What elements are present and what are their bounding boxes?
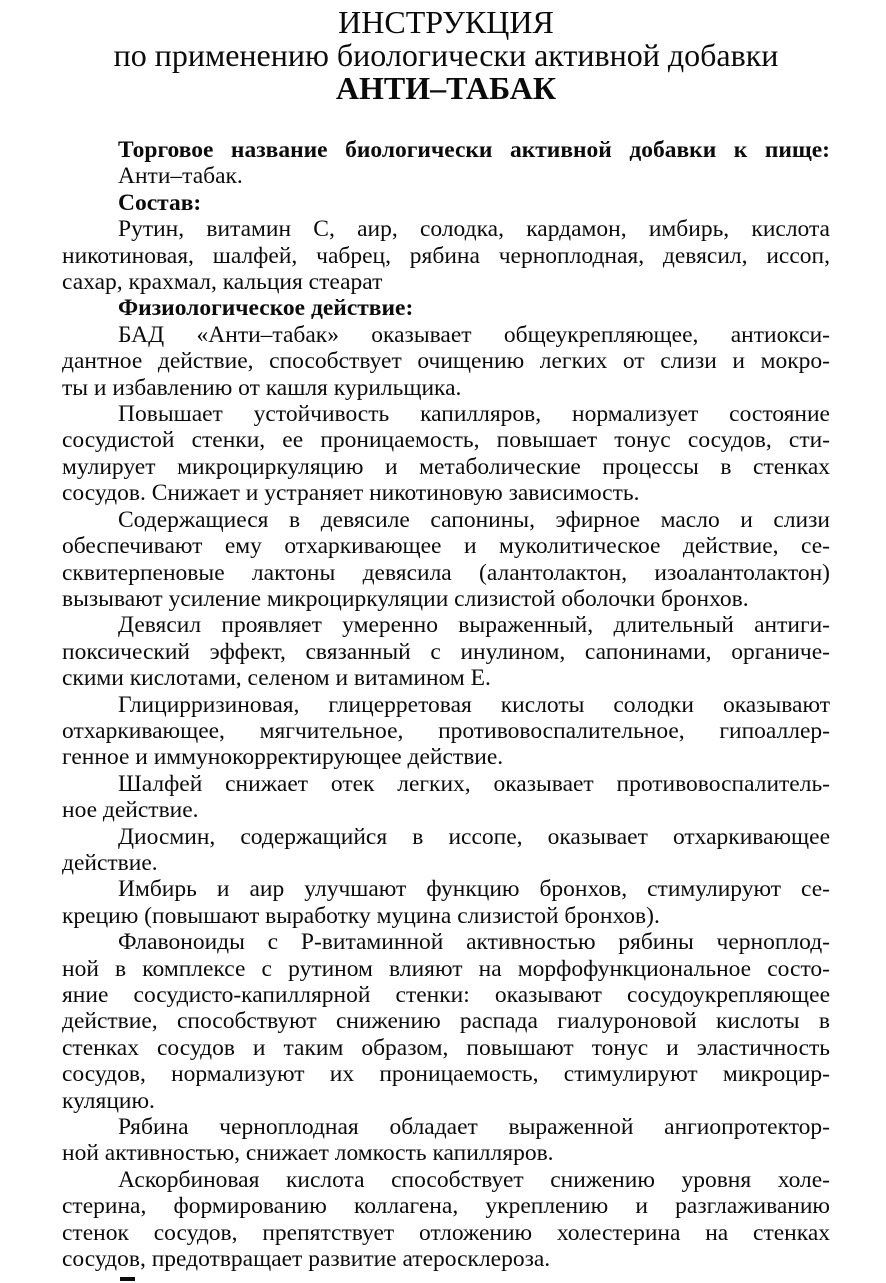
text-line: стенок сосудов, препятствует отложению холестерина на стенках (62, 1219, 830, 1246)
text-line: обеспечивают ему отхаркивающее и муколитическое действие, се- (62, 533, 830, 560)
clipped-next-line-fragment (120, 1277, 135, 1281)
text-line: вызывают усиление микроциркуляции слизистой оболочки бронхов. (62, 585, 749, 612)
text-line: ное действие. (62, 797, 199, 824)
text-line: Девясил проявляет умеренно выраженный, длительный антиги- (118, 612, 830, 639)
text-line: Анти–табак. (118, 163, 243, 190)
text-line: поксический эффект, связанный с инулином, сапонинами, органиче- (62, 638, 830, 665)
text-line: сосудов. Снижает и устраняет никотиновую зависимость. (62, 480, 640, 507)
document-header (62, 0, 830, 105)
text-line: Повышает устойчивость капилляров, нормализует состояние (118, 401, 830, 428)
text-line: Шалфей снижает отек легких, оказывает противовоспалитель- (118, 770, 830, 797)
text-line: скими кислотами, селеном и витамином Е. (62, 665, 491, 692)
paragraph (62, 216, 830, 295)
product-name: АНТИ–ТАБАК (335, 70, 557, 106)
document-title: ИНСТРУКЦИЯ (338, 4, 554, 40)
text-line: Торговое название биологически активной добавки к пище: (118, 137, 830, 163)
text-line: ной в комплексе с рутином влияют на морфофункциональное состо- (62, 955, 830, 982)
paragraph (62, 507, 830, 613)
text-line: яние сосудисто-капиллярной стенки: оказывают сосудоукрепляющее (62, 982, 830, 1008)
text-line: Рутин, витамин С, аир, солодка, кардамон, имбирь, кислота (118, 216, 830, 243)
text-line: действие, способствуют снижению распада гиалуроновой кислоты в (62, 1008, 830, 1035)
text-line: Физиологическое действие: (118, 295, 414, 322)
paragraph (62, 322, 830, 401)
text-line: дантное действие, способствует очищению легких от слизи и мокро- (62, 348, 830, 375)
text-line: сосудов, нормализуют их проницаемость, стимулируют микроцир- (62, 1061, 830, 1088)
text-line: Глицирризиновая, глицерретовая кислоты солодки оказывают (118, 691, 830, 718)
text-line: Состав: (118, 189, 202, 216)
text-line: БАД «Анти–табак» оказывает общеукрепляющее, антиокси- (118, 321, 830, 348)
paragraph (62, 137, 830, 163)
paragraph (62, 1167, 830, 1273)
text-line: Содержащиеся в девясиле сапонины, эфирное масло и слизи (118, 506, 830, 533)
document-body (62, 137, 830, 1272)
text-line: крецию (повышают выработку муцина слизистой бронхов). (62, 902, 660, 929)
text-line: сосудистой стенки, ее проницаемость, повышает тонус сосудов, сти- (62, 427, 830, 454)
text-line: Аскорбиновая кислота способствует снижению уровня холе- (118, 1166, 830, 1193)
paragraph (62, 401, 830, 507)
paragraph (62, 612, 830, 691)
text-line: мулирует микроциркуляцию и метаболические процессы в стенках (62, 453, 830, 480)
text-line: никотиновая, шалфей, чабрец, рябина черноплодная, девясил, иссоп, (62, 242, 830, 269)
text-line: Флавоноиды с Р-витаминной активностью рябины черноплод- (118, 929, 830, 956)
paragraph (62, 163, 830, 189)
paragraph (62, 1114, 830, 1167)
text-line: Диосмин, содержащийся в иссопе, оказывает отхаркивающее (118, 823, 830, 850)
paragraph (62, 771, 830, 824)
text-line: стерина, формированию коллагена, укреплению и разглаживанию (62, 1193, 830, 1220)
text-line: сосудов, предотвращает развитие атеросклероза. (62, 1246, 551, 1273)
paragraph (62, 824, 830, 877)
paragraph (62, 295, 830, 321)
document-content (62, 0, 830, 1272)
text-line: сквитерпеновые лактоны девясила (алантолактон, изоалантолактон) (62, 559, 830, 586)
text-line: сахар, крахмал, кальция стеарат (62, 269, 383, 296)
paragraph (62, 692, 830, 771)
paragraph (62, 929, 830, 1114)
text-line: действие. (62, 849, 158, 876)
text-line: стенках сосудов и таким образом, повышают тонус и эластичность (62, 1034, 830, 1061)
text-line: отхаркивающее, мягчительное, противовоспалительное, гипоаллер- (62, 717, 830, 744)
text-line: куляцию. (62, 1087, 155, 1114)
text-line: Рябина черноплодная обладает выраженной ангиопротектор- (118, 1114, 830, 1141)
text-line: ной активностью, снижает ломкость капилляров. (62, 1140, 554, 1167)
paragraph (62, 876, 830, 929)
text-line: генное и иммунокорректирующее действие. (62, 744, 504, 771)
document-subtitle: по применению биологически активной добавки (113, 37, 779, 73)
paragraph (62, 190, 830, 216)
text-line: ты и избавлению от кашля курильщика. (62, 374, 462, 401)
text-line: Имбирь и аир улучшают функцию бронхов, стимулируют се- (118, 876, 830, 903)
